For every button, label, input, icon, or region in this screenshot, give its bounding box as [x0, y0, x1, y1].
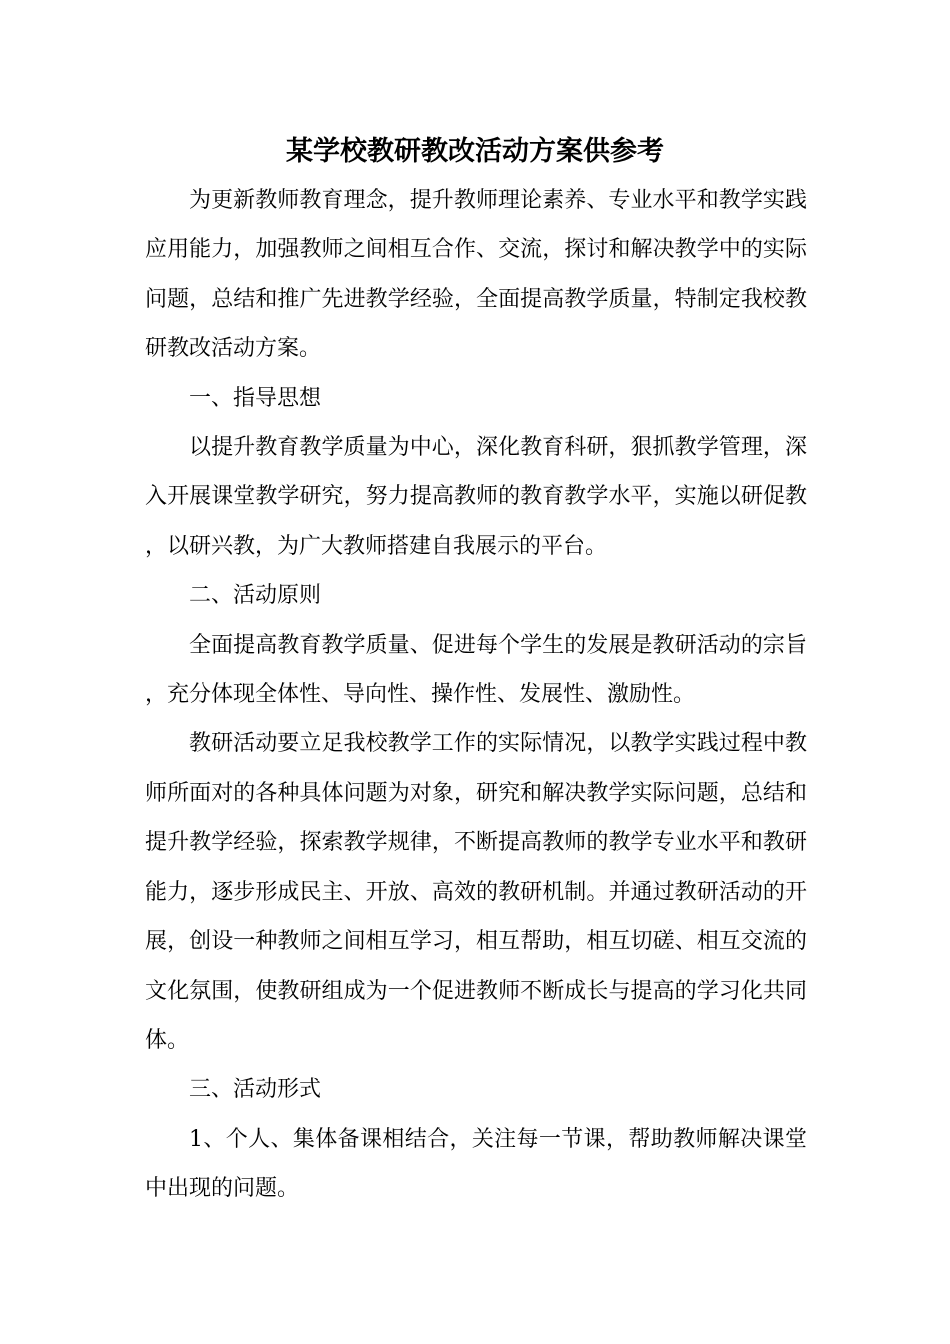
activity-principles-paragraph-2: 教研活动要立足我校教学工作的实际情况，以教学实践过程中教师所面对的各种具体问题为对象，研究和解决教学实际问题，总结和提升教学经验，探索教学规律，不断提高教师的教学专业水平和教研能力，逐步形成民主、开放、高效的教研机制。并通过教研活动的开展，创设一种教师之间相互学习，相互帮助，相互切磋、相互交流的文化氛围，使教研组成为一个促进教师不断成长与提高的学习化共同体。	[145, 731, 807, 1053]
activity-forms-paragraph-1: 1、个人、集体备课相结合，关注每一节课，帮助教师解决课堂中出现的问题。	[145, 1126, 807, 1202]
section-heading-activity-principles: 二、活动原则	[189, 583, 322, 609]
document-body	[145, 176, 807, 1214]
section-heading-activity-forms: 三、活动形式	[189, 1077, 322, 1103]
section-heading-guiding-ideology: 一、指导思想	[189, 385, 322, 411]
intro-paragraph: 为更新教师教育理念，提升教师理论素养、专业水平和教学实践应用能力，加强教师之间相互合作、交流，探讨和解决教学中的实际问题，总结和推广先进教学经验，全面提高教学质量，特制定我校教研教改活动方案。	[145, 188, 807, 362]
guiding-ideology-paragraph: 以提升教育教学质量为中心，深化教育科研，狠抓教学管理，深入开展课堂教学研究，努力提高教师的教育教学水平，实施以研促教，以研兴教，为广大教师搭建自我展示的平台。	[145, 435, 807, 559]
activity-principles-paragraph-1: 全面提高教育教学质量、促进每个学生的发展是教研活动的宗旨，充分体现全体性、导向性、操作性、发展性、激励性。	[145, 632, 807, 708]
document-title: 某学校教研教改活动方案供参考	[286, 136, 664, 167]
